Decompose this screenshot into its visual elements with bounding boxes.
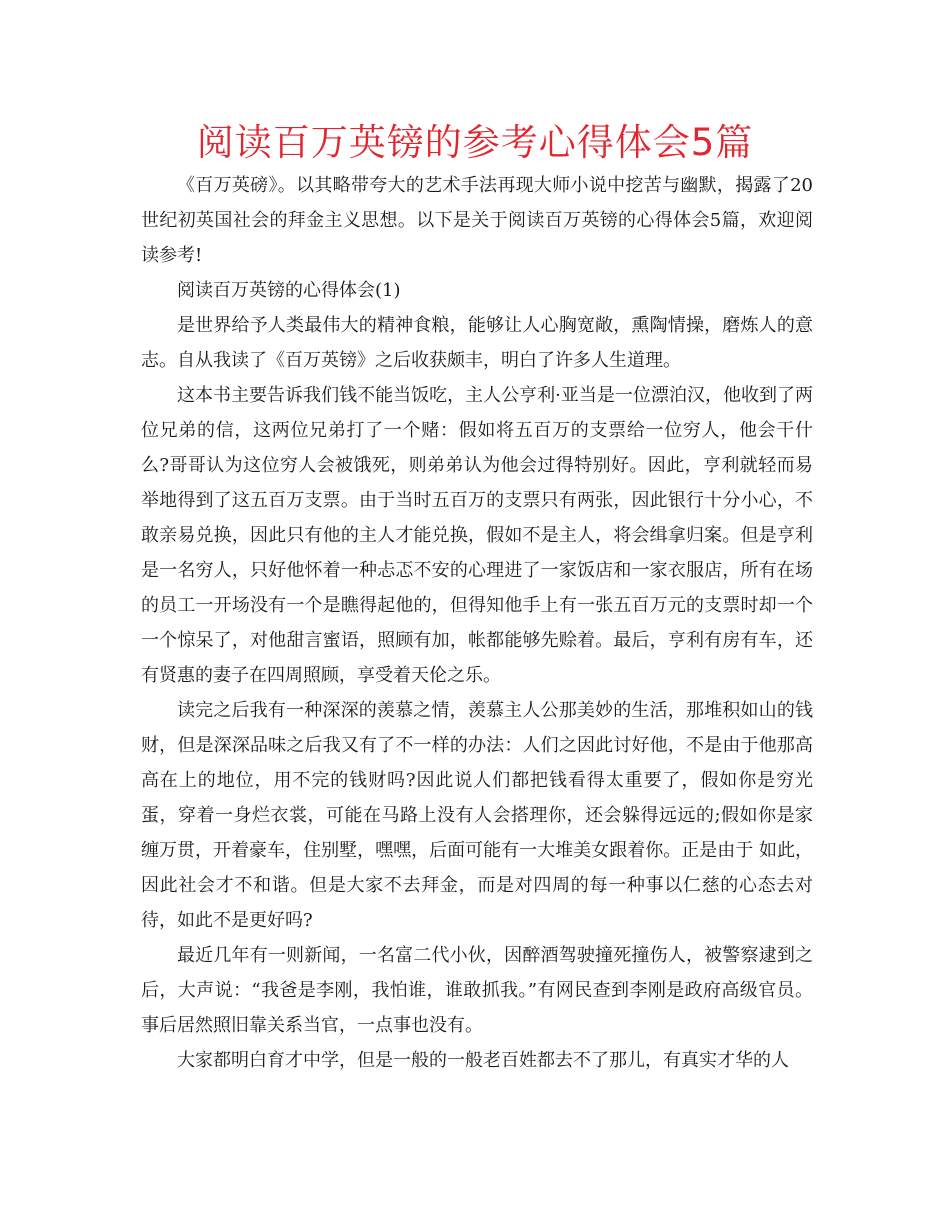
section-heading: 阅读百万英镑的心得体会(1)	[177, 280, 401, 301]
document-body	[141, 168, 813, 1078]
paragraph: 是世界给予人类最伟大的精神食粮，能够让人心胸宽敞，熏陶情操，磨炼人的意志。自从我读了《百万英镑》之后收获颇丰，明白了许多人生道理。	[141, 315, 813, 371]
paragraph: 这本书主要告诉我们钱不能当饭吃，主人公亨利·亚当是一位漂泊汉，他收到了两位兄弟的信，这两位兄弟打了一个赌：假如将五百万的支票给一位穷人，他会干什么?哥哥认为这位穷人会被饿死，则弟弟认为他会过得特别好。因此，亨利就轻而易举地得到了这五百万支票。由于当时五百万的支票只有两张，因此银行十分小心，不敢亲易兑换，因此只有他的主人才能兑换，假如不是主人，将会缉拿归案。但是亨利是一名穷人，只好他怀着一种忐忑不安的心理进了一家饭店和一家衣服店，所有在场的员工一开场没有一个是瞧得起他的，但得知他手上有一张五百万元的支票时却一个一个惊呆了，对他甜言蜜语，照顾有加，帐都能够先赊着。最后，亨利有房有车，还有贤惠的妻子在四周照顾，享受着天伦之乐。	[141, 385, 813, 686]
paragraph: 最近几年有一则新闻，一名富二代小伙，因醉酒驾驶撞死撞伤人，被警察逮到之后，大声说：“我爸是李刚，我怕谁，谁敢抓我。”有网民查到李刚是政府高级官员。事后居然照旧靠关系当官，一点事也没有。	[141, 945, 813, 1036]
paragraph-intro: 《百万英磅》。以其略带夸大的艺术手法再现大师小说中挖苦与幽默，揭露了20世纪初英国社会的拜金主义思想。以下是关于阅读百万英镑的心得体会5篇，欢迎阅读参考!	[141, 175, 813, 266]
document-title: 阅读百万英镑的参考心得体会5篇	[196, 121, 754, 164]
paragraph: 读完之后我有一种深深的羡慕之情，羡慕主人公那美妙的生活，那堆积如山的钱财，但是深深品味之后我又有了不一样的办法：人们之因此讨好他，不是由于他那高高在上的地位，用不完的钱财吗?因此说人们都把钱看得太重要了，假如你是穷光蛋，穿着一身烂衣裳，可能在马路上没有人会搭理你，还会躲得远远的;假如你是家缠万贯，开着豪车，住别墅，嘿嘿，后面可能有一大堆美女跟着你。正是由于 如此，因此社会才不和谐。但是大家不去拜金，而是对四周的每一种事以仁慈的心态去对待，如此不是更好吗?	[141, 700, 813, 931]
paragraph: 大家都明白育才中学，但是一般的一般老百姓都去不了那儿，有真实才华的人	[177, 1050, 789, 1071]
